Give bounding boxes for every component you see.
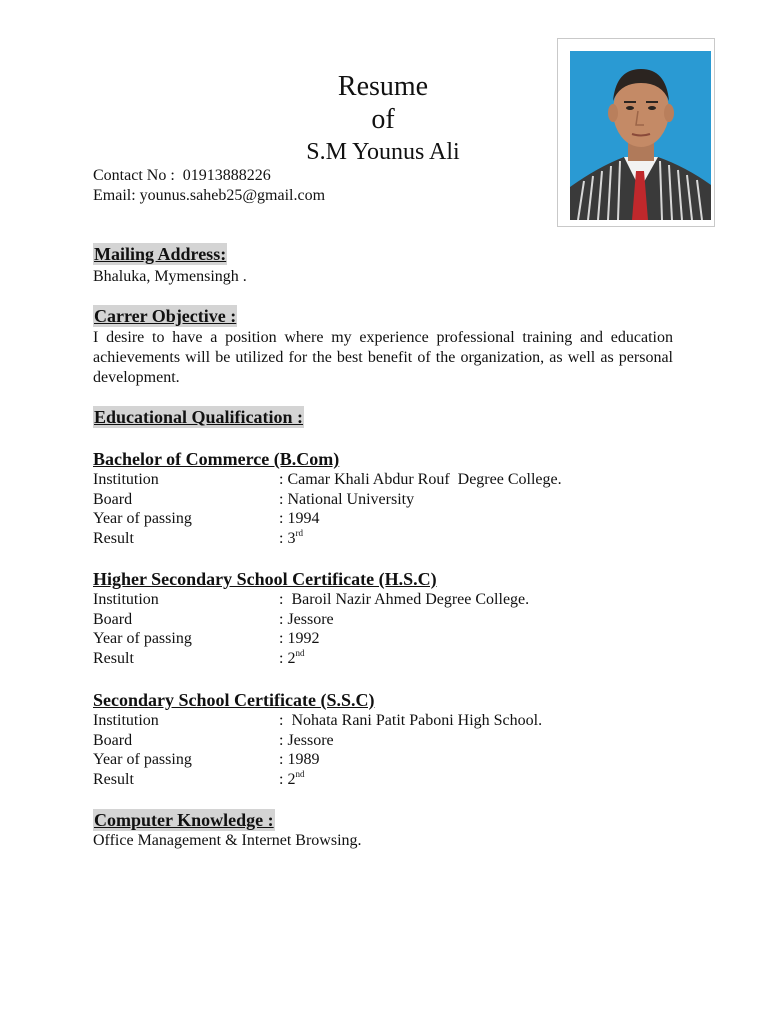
result-ordinal: nd — [295, 769, 305, 780]
mailing-address-heading: Mailing Address: — [94, 244, 227, 264]
title-resume: Resume — [337, 71, 429, 102]
degree-title-bcom: Bachelor of Commerce (B.Com) — [93, 449, 340, 469]
result-label: Result — [93, 530, 134, 548]
year-value: : 1989 — [279, 751, 320, 769]
result-ordinal: nd — [295, 648, 305, 659]
degree-title-ssc: Secondary School Certificate (S.S.C) — [93, 690, 375, 710]
institution-value: : Baroil Nazir Ahmed Degree College. — [279, 591, 530, 608]
board-label: Board — [93, 731, 133, 749]
board-value: : Jessore — [279, 731, 334, 749]
year-value: : 1994 — [279, 510, 320, 528]
result-label: Result — [93, 650, 134, 668]
institution-label: Institution — [93, 591, 159, 608]
result-value: : 3rd — [279, 528, 303, 548]
profile-photo — [557, 38, 715, 227]
title-of: of — [371, 104, 395, 135]
career-objective-heading: Carrer Objective : — [94, 306, 237, 326]
institution-label: Institution — [93, 712, 159, 729]
board-value: : Jessore — [279, 610, 334, 628]
degree-details-ssc — [93, 711, 653, 790]
board-label: Board — [93, 490, 133, 508]
computer-knowledge-text: Office Management & Internet Browsing. — [93, 832, 362, 849]
board-label: Board — [93, 610, 133, 628]
institution-value: : Camar Khali Abdur Rouf Degree College. — [279, 471, 562, 488]
degree-details-bcom — [93, 470, 653, 549]
computer-knowledge-heading: Computer Knowledge : — [94, 810, 274, 830]
degree-details-hsc — [93, 590, 653, 669]
contact-email: Email: younus.saheb25@gmail.com — [93, 187, 326, 204]
result-value: : 2nd — [279, 648, 305, 668]
education-heading: Educational Qualification : — [94, 407, 304, 427]
degree-title-hsc: Higher Secondary School Certificate (H.S.C) — [93, 569, 437, 589]
career-objective-text: I desire to have a position where my experience professional training and education achievements will be utilized for the best benefit of the organization, as well as personal development. — [93, 329, 673, 386]
mailing-address-text: Bhaluka, Mymensingh . — [93, 268, 247, 285]
portrait-photo-icon — [558, 39, 714, 226]
institution-label: Institution — [93, 471, 159, 488]
resume-title — [260, 70, 506, 166]
institution-value: : Nohata Rani Patit Paboni High School. — [279, 712, 543, 729]
year-label: Year of passing — [93, 751, 192, 769]
year-label: Year of passing — [93, 510, 192, 528]
board-value: : National University — [279, 490, 415, 508]
result-label: Result — [93, 771, 134, 789]
contact-block — [93, 166, 325, 206]
candidate-name: S.M Younus Ali — [306, 139, 460, 165]
result-value: : 2nd — [279, 769, 305, 789]
contact-phone: Contact No : 01913888226 — [93, 167, 271, 184]
result-ordinal: rd — [295, 528, 303, 539]
year-value: : 1992 — [279, 630, 320, 648]
year-label: Year of passing — [93, 630, 192, 648]
